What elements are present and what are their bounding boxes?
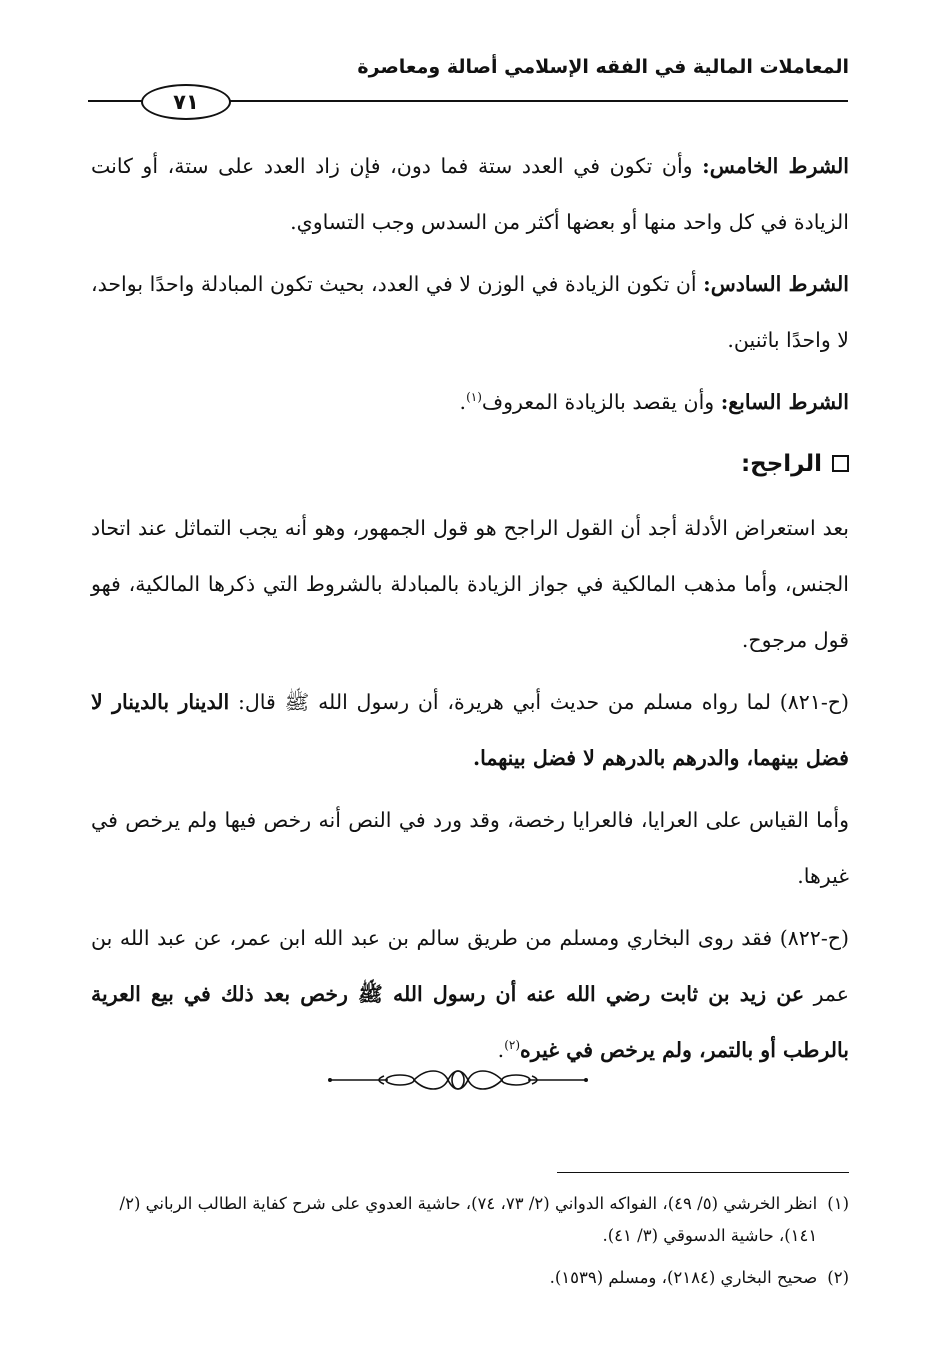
hadith-821-intro: (ح-٨٢١) لما رواه مسلم من حديث أبي هريرة، أن رسول الله ﷺ قال: [229,690,850,714]
footnote-ref-2[interactable]: (٢) [504,1038,521,1053]
main-text [91,138,849,1084]
condition-5-text: وأن تكون في العدد ستة فما دون، فإن زاد العدد على ستة، أو كانت الزيادة في كل واحد منها أو بعضها أكثر من السدس وجب التساوي. [91,154,849,234]
hadith-822-end: . [497,1038,505,1062]
footnote-1 [91,1188,849,1252]
condition-5-paragraph [91,138,849,250]
section-heading [91,436,849,492]
condition-6-paragraph [91,256,849,368]
condition-7-end: . [459,390,467,414]
page-number: ٧١ [141,84,231,120]
footnote-separator [557,1172,849,1173]
condition-7-paragraph [91,374,849,430]
condition-6-label: الشرط السادس: [703,272,849,296]
qiyas-paragraph: وأما القياس على العرايا، فالعرايا رخصة، وقد ورد في النص أنه رخص فيها ولم يرخص في غيرها. [91,808,849,888]
condition-7-text: وأن يقصد بالزيادة المعروف [481,390,721,414]
footnote-number: (١) [827,1194,849,1213]
hadith-822-paragraph [91,910,849,1078]
footnote-text: صحيح البخاري (٢١٨٤)، ومسلم (١٥٣٩). [549,1268,818,1287]
hadith-821-text: الدينار بالدينار لا فضل بينهما، والدرهم بالدرهم لا فضل بينهما. [91,690,849,770]
footnote-2 [91,1262,849,1294]
hadith-822-intro: (ح-٨٢٢) فقد روى البخاري ومسلم من طريق سالم بن عبد الله ابن عمر، عن عبد الله بن عمر [91,926,849,1006]
footnote-text: انظر الخرشي (٥/ ٤٩)، الفواكه الدواني (٢/ ٧٣، ٧٤)، حاشية العدوي على شرح كفاية الطالب الرباني (٢/ ١٤١)، حاشية الدسوقي (٣/ ٤١). [119,1194,818,1245]
condition-7-label: الشرط السابع: [720,390,849,414]
footnotes [91,1188,849,1304]
hadith-822-text: عن زيد بن ثابت رضي الله عنه أن رسول الله ﷺ رخص بعد ذلك في بيع العرية بالرطب أو بالتمر، ولم يرخص في غيره [91,982,849,1062]
footnote-ref-1[interactable]: (١) [466,390,482,405]
condition-5-label: الشرط الخامس: [702,154,849,178]
running-title: المعاملات المالية في الفقه الإسلامي أصالة ومعاصرة [357,56,849,78]
square-bullet-icon [832,455,849,472]
conclusion-paragraph: بعد استعراض الأدلة أجد أن القول الراجح هو قول الجمهور، وهو أنه يجب التماثل عند اتحاد الجنس، وأما مذهب المالكية في جواز الزيادة بالمبادلة بالشروط التي ذكرها المالكية، فهو قول مرجوح. [91,516,849,652]
footnote-number: (٢) [827,1268,849,1287]
section-heading-text: الراجح: [740,451,822,477]
hadith-821-paragraph [91,674,849,786]
condition-6-text: أن تكون الزيادة في الوزن لا في العدد، بحيث تكون المبادلة واحدًا بواحد، لا واحدًا باثنين. [91,272,849,352]
ornament-divider-icon [326,1065,590,1095]
